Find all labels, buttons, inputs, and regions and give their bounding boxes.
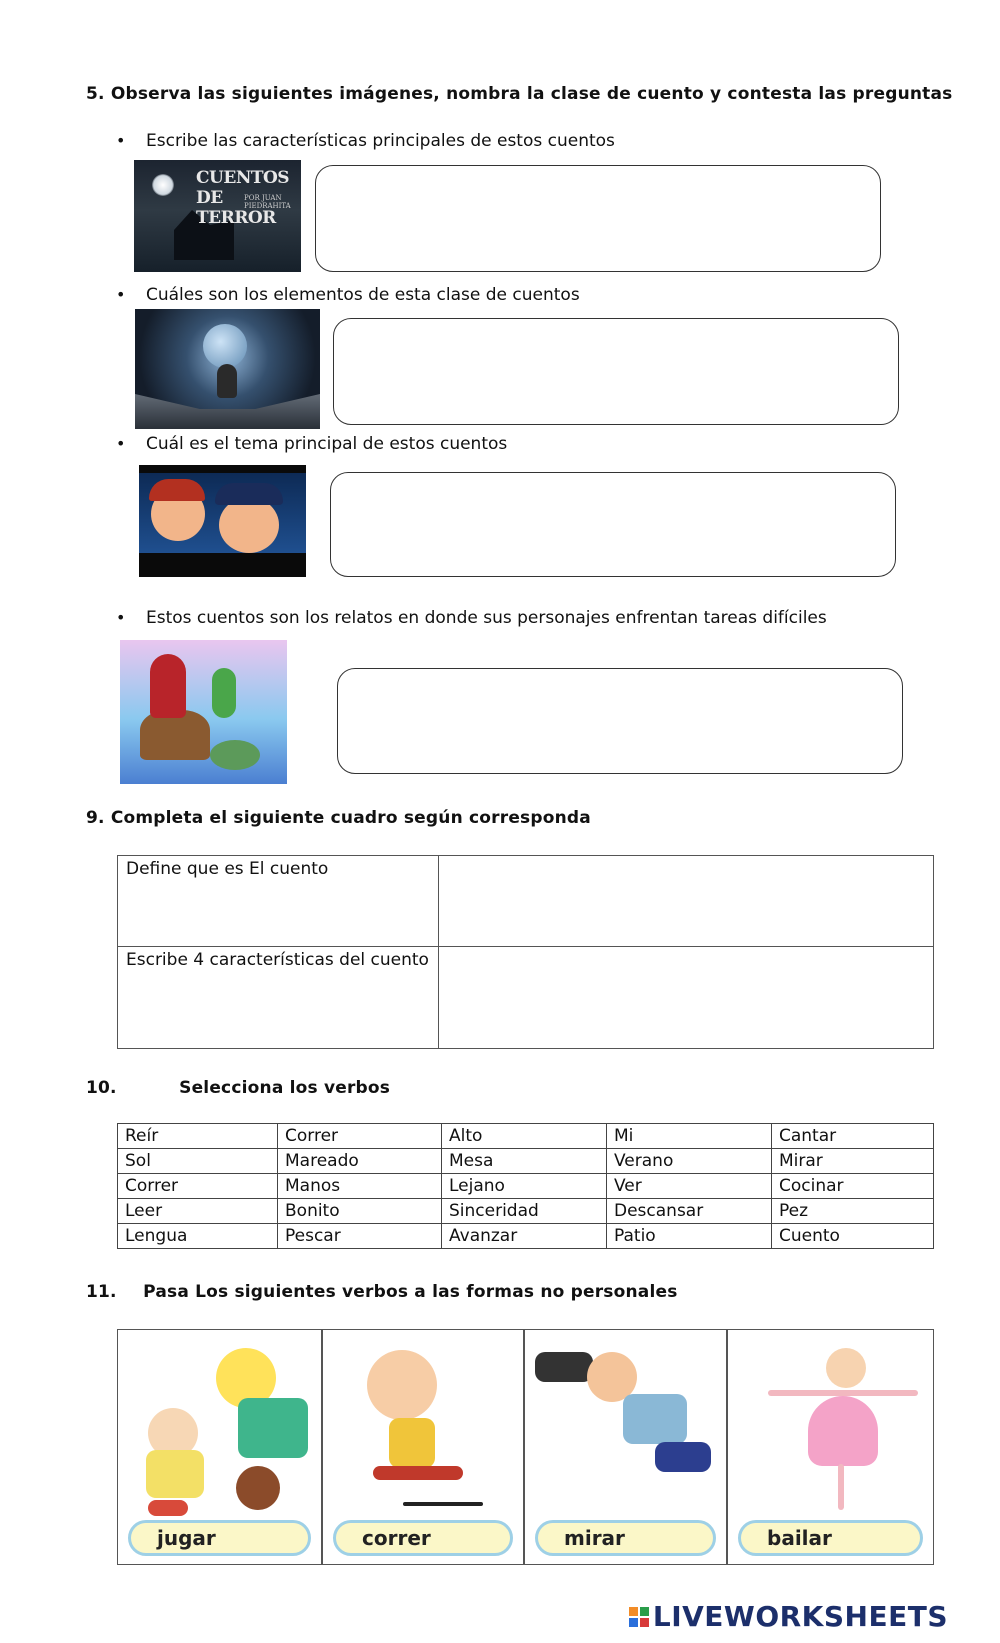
verb-label: mirar <box>564 1526 625 1550</box>
q9-row-2-answer[interactable] <box>439 947 934 1049</box>
verb-cell[interactable]: Reír <box>118 1124 278 1149</box>
table-row <box>118 947 934 1049</box>
q5-item-4-text: Estos cuentos son los relatos en donde sus personajes enfrentan tareas difíciles <box>146 608 827 628</box>
verb-cell[interactable]: Lengua <box>118 1224 278 1249</box>
man-legs-icon <box>655 1442 711 1472</box>
binoculars-icon <box>535 1352 593 1382</box>
thief-hat-icon <box>149 479 205 501</box>
verb-pill <box>535 1520 716 1556</box>
verb-cell[interactable]: Lejano <box>442 1174 607 1199</box>
q5-item-2-text: Cuáles son los elementos de esta clase de cuentos <box>146 285 580 305</box>
liveworksheets-logo <box>629 1600 948 1633</box>
q10-heading <box>86 1078 390 1098</box>
verb-cell[interactable]: Alto <box>442 1124 607 1149</box>
brand-name: LIVEWORKSHEETS <box>652 1600 948 1633</box>
verb-cell[interactable]: Pez <box>772 1199 934 1224</box>
detective-story-image <box>139 465 306 577</box>
bullet-icon: • <box>116 608 126 627</box>
q11-number: 11. <box>86 1282 117 1302</box>
q9-title: Completa el siguiente cuadro según corresponda <box>110 808 591 828</box>
q11-heading <box>86 1282 678 1302</box>
q5-answer-box-1[interactable] <box>315 165 881 272</box>
table-row <box>118 1199 934 1224</box>
look-illustration <box>535 1338 716 1512</box>
bullet-icon: • <box>116 285 126 304</box>
table-row <box>118 1124 934 1149</box>
verb-label: bailar <box>767 1526 832 1550</box>
verb-cell[interactable]: Cuento <box>772 1224 934 1249</box>
verb-label: jugar <box>157 1526 216 1550</box>
verb-pill <box>738 1520 923 1556</box>
q5-item-4 <box>116 608 827 628</box>
terror-image-subtitle: POR JUAN PIEDRAHITA <box>244 194 291 210</box>
q9-row-1-label: Define que es El cuento <box>118 856 439 947</box>
q5-answer-box-3[interactable] <box>330 472 896 577</box>
q5-item-3 <box>116 434 508 454</box>
dance-illustration <box>738 1338 923 1512</box>
verb-card-jugar <box>117 1329 322 1565</box>
run-illustration <box>333 1338 513 1512</box>
q5-item-2 <box>116 285 580 305</box>
verb-cell[interactable]: Sol <box>118 1149 278 1174</box>
q9-row-2-label: Escribe 4 características del cuento <box>118 947 439 1049</box>
terror-story-image <box>134 160 301 272</box>
q10-title: Selecciona los verbos <box>179 1078 391 1098</box>
verb-cell[interactable]: Avanzar <box>442 1224 607 1249</box>
q5-answer-box-2[interactable] <box>333 318 899 425</box>
q5-number: 5. <box>86 84 105 104</box>
verb-label: correr <box>362 1526 431 1550</box>
man-body-icon <box>623 1394 687 1444</box>
teddy-bear-icon <box>236 1466 280 1510</box>
logo-icon <box>629 1607 649 1627</box>
verb-pill <box>128 1520 311 1556</box>
crocodile-icon <box>210 740 260 770</box>
q11-title: Pasa Los siguientes verbos a las formas no personales <box>143 1282 678 1302</box>
q10-number: 10. <box>86 1078 117 1098</box>
motion-lines-icon <box>403 1502 483 1506</box>
moon-icon <box>152 174 174 196</box>
q5-item-1-text: Escribe las características principales de estos cuentos <box>146 131 615 151</box>
planet-icon <box>203 324 247 368</box>
verb-cards <box>117 1329 934 1565</box>
q5-title: Observa las siguientes imágenes, nombra la clase de cuento y contesta las preguntas <box>110 84 953 104</box>
verb-cell[interactable]: Bonito <box>278 1199 442 1224</box>
verb-cell[interactable]: Correr <box>278 1124 442 1149</box>
terror-image-title: CUENTOS DE TERROR <box>196 168 290 228</box>
q9-row-1-answer[interactable] <box>439 856 934 947</box>
table-row <box>118 856 934 947</box>
police-face-icon <box>219 497 279 553</box>
verb-pill <box>333 1520 513 1556</box>
verb-cell[interactable]: Manos <box>278 1174 442 1199</box>
baby-body-icon <box>146 1450 204 1498</box>
q10-table <box>117 1123 934 1249</box>
verb-card-correr <box>322 1329 524 1565</box>
bullet-icon: • <box>116 434 126 453</box>
table-row <box>118 1174 934 1199</box>
peter-pan-character-icon <box>212 668 236 718</box>
pirate-character-icon <box>150 654 186 718</box>
toy-blocks-icon <box>148 1500 188 1516</box>
table-row <box>118 1224 934 1249</box>
q5-heading <box>86 84 953 104</box>
verb-cell[interactable]: Mareado <box>278 1149 442 1174</box>
verb-cell[interactable]: Verano <box>607 1149 772 1174</box>
verb-cell[interactable]: Mirar <box>772 1149 934 1174</box>
verb-cell[interactable]: Patio <box>607 1224 772 1249</box>
fairy-tale-image <box>120 640 287 784</box>
verb-cell[interactable]: Mi <box>607 1124 772 1149</box>
verb-cell[interactable]: Cocinar <box>772 1174 934 1199</box>
verb-cell[interactable]: Leer <box>118 1199 278 1224</box>
mother-body-icon <box>238 1398 308 1458</box>
verb-cell[interactable]: Descansar <box>607 1199 772 1224</box>
play-illustration <box>128 1338 311 1512</box>
verb-cell[interactable]: Sinceridad <box>442 1199 607 1224</box>
table-row <box>118 1149 934 1174</box>
ballerina-leg-icon <box>838 1464 844 1510</box>
q9-table <box>117 855 934 1049</box>
verb-cell[interactable]: Mesa <box>442 1149 607 1174</box>
running-boy-legs-icon <box>373 1466 463 1480</box>
verb-card-bailar <box>727 1329 934 1565</box>
q5-item-3-text: Cuál es el tema principal de estos cuentos <box>146 434 508 454</box>
verb-card-mirar <box>524 1329 727 1565</box>
verb-cell[interactable]: Ver <box>607 1174 772 1199</box>
verb-cell[interactable]: Correr <box>118 1174 278 1199</box>
q5-answer-box-4[interactable] <box>337 668 903 774</box>
police-hat-icon <box>215 483 283 505</box>
astronaut-icon <box>217 364 237 398</box>
ballerina-head-icon <box>826 1348 866 1388</box>
q5-item-1 <box>116 131 615 151</box>
bullet-icon: • <box>116 131 126 150</box>
verb-cell[interactable]: Cantar <box>772 1124 934 1149</box>
q9-heading <box>86 808 591 828</box>
scifi-story-image <box>135 309 320 429</box>
q9-number: 9. <box>86 808 105 828</box>
running-boy-body-icon <box>389 1418 435 1468</box>
running-boy-head-icon <box>367 1350 437 1420</box>
ballerina-dress-icon <box>808 1396 878 1466</box>
verb-cell[interactable]: Pescar <box>278 1224 442 1249</box>
